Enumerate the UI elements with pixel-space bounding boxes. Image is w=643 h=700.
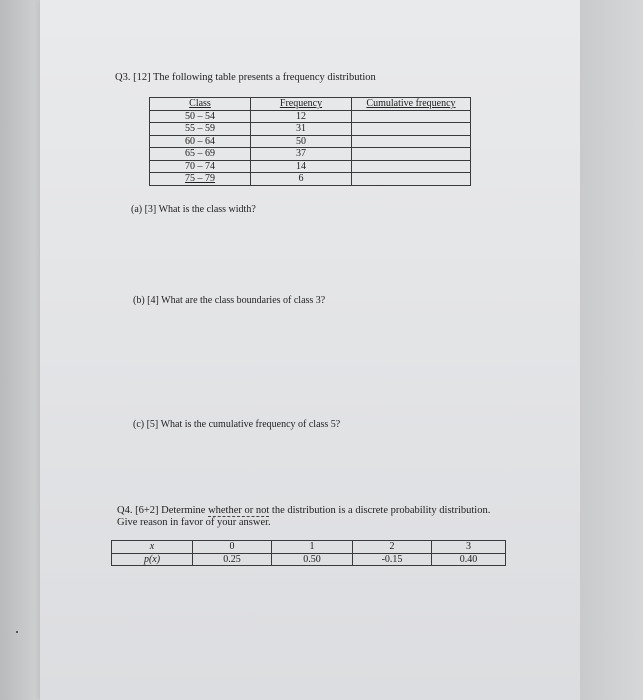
row-label-x: x [112,541,193,554]
q3-heading: Q3. [12] The following table presents a frequency distribution [115,72,376,83]
x-value: 2 [353,541,432,554]
header-cumulative: Cumulative frequency [352,98,471,111]
background-page [580,0,643,700]
cumulative-cell [352,160,471,173]
frequency-cell: 50 [251,135,352,148]
cumulative-cell [352,135,471,148]
q3-part-b: (b) [4] What are the class boundaries of class 3? [133,295,326,306]
class-cell: 65 – 69 [150,148,251,161]
frequency-table [149,97,471,186]
probability-table [111,540,506,566]
x-value: 3 [432,541,506,554]
p-value: 0.40 [432,553,506,566]
class-cell: 70 – 74 [150,160,251,173]
class-cell: 50 – 54 [150,110,251,123]
p-value: 0.25 [193,553,272,566]
q4-line2: Give reason in favor of your answer. [117,517,271,528]
q4-suffix: the distribution is a discrete probability distribution. [269,505,491,516]
frequency-cell: 37 [251,148,352,161]
frequency-cell: 6 [251,173,352,186]
class-cell: 55 – 59 [150,123,251,136]
x-value: 0 [193,541,272,554]
table-row [150,135,471,148]
class-cell: 60 – 64 [150,135,251,148]
header-frequency: Frequency [251,98,352,111]
table-row [150,110,471,123]
q3-part-a: (a) [3] What is the class width? [131,204,256,215]
cumulative-cell [352,173,471,186]
cumulative-cell [352,148,471,161]
table-row [150,123,471,136]
p-value: 0.50 [272,553,353,566]
header-class: Class [150,98,251,111]
table-row [112,541,506,554]
table-row [150,148,471,161]
q3-part-c: (c) [5] What is the cumulative frequency of class 5? [133,419,341,430]
stray-mark [16,631,18,633]
class-cell: 75 – 79 [150,173,251,186]
frequency-cell: 14 [251,160,352,173]
cumulative-cell [352,123,471,136]
q4-underlined-phrase: whether or not [208,505,270,516]
table-row [150,160,471,173]
q4-heading [117,505,490,516]
table-row [112,553,506,566]
cumulative-cell [352,110,471,123]
q4-prefix: Q4. [6+2] Determine [117,505,209,516]
row-label-px: p(x) [112,553,193,566]
frequency-cell: 31 [251,123,352,136]
frequency-cell: 12 [251,110,352,123]
p-value: -0.15 [353,553,432,566]
x-value: 1 [272,541,353,554]
table-row [150,173,471,186]
